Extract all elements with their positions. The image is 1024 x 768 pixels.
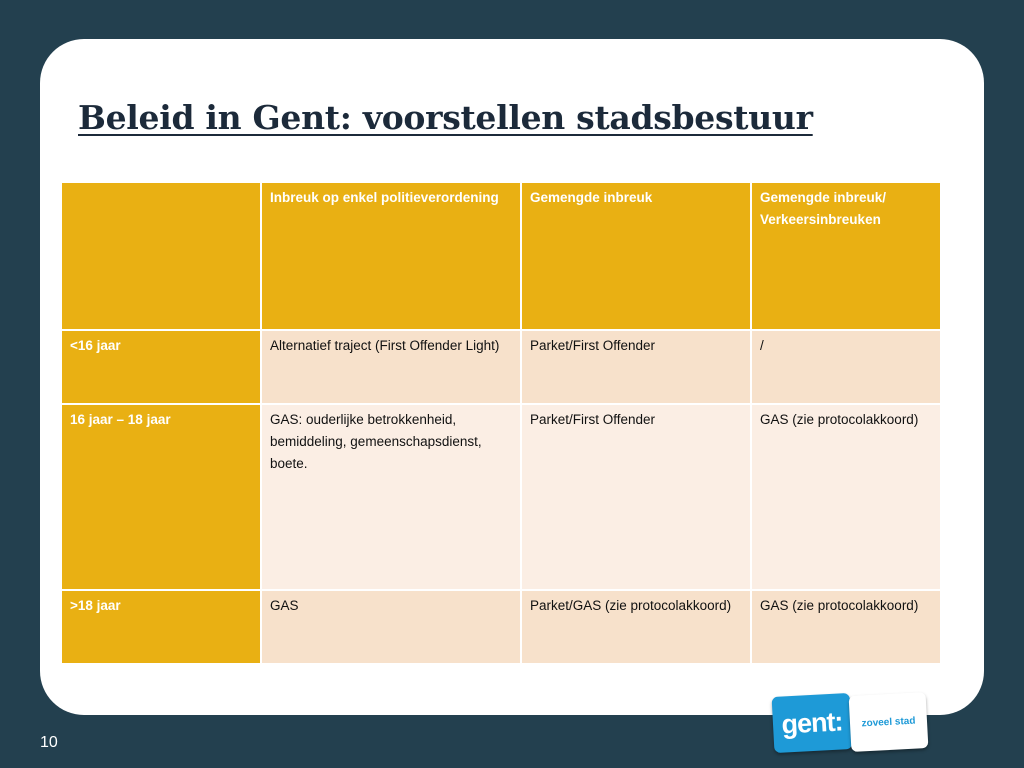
row-label-16-18: 16 jaar – 18 jaar [61,404,261,590]
table-row [61,330,941,404]
table-cell: GAS (zie protocolakkoord) [751,404,941,590]
header-cell-verkeersinbreuken: Gemengde inbreuk/ Verkeersinbreuken [751,182,941,330]
row-label-over-18: >18 jaar [61,590,261,664]
header-cell-gemengde-inbreuk: Gemengde inbreuk [521,182,751,330]
header-cell-empty [61,182,261,330]
table-header-row [61,182,941,330]
slide-title: Beleid in Gent: voorstellen stadsbestuur [78,98,813,137]
gent-logo-tagline: zoveel stad [849,692,929,752]
policy-table [60,181,942,665]
header-cell-policeverordening: Inbreuk op enkel politieverordening [261,182,521,330]
table-cell: Alternatief traject (First Offender Light) [261,330,521,404]
table-cell: GAS (zie protocolakkoord) [751,590,941,664]
table-cell: GAS: ouderlijke betrokkenheid, bemiddeling, gemeenschapsdienst, boete. [261,404,521,590]
page-number: 10 [40,734,58,751]
table-cell: Parket/GAS (zie protocolakkoord) [521,590,751,664]
table-row [61,404,941,590]
table-cell: GAS [261,590,521,664]
row-label-under-16: <16 jaar [61,330,261,404]
table-cell: / [751,330,941,404]
table-cell: Parket/First Offender [521,330,751,404]
table-row [61,590,941,664]
gent-logo: gent: [772,693,853,753]
table-cell: Parket/First Offender [521,404,751,590]
